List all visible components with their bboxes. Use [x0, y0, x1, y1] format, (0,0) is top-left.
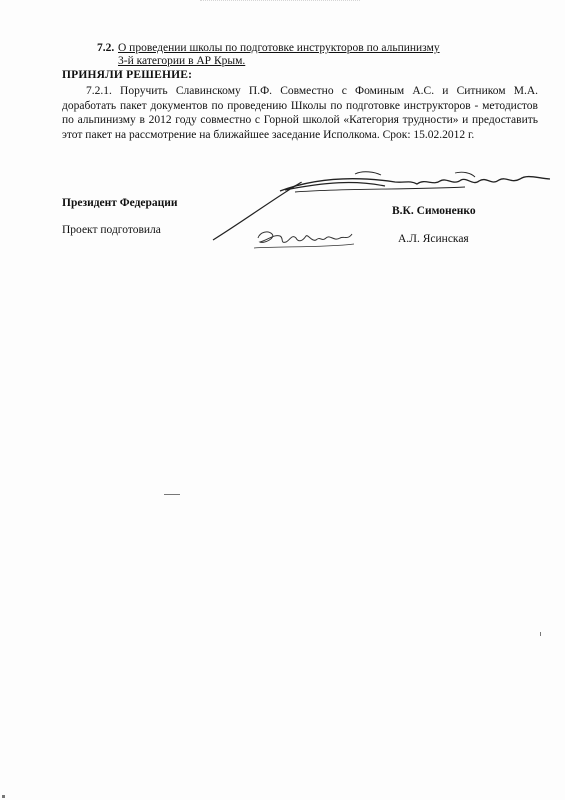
section-title-line1: О проведении школы по подготовке инструкторов по альпинизму — [118, 42, 440, 54]
decision-heading: ПРИНЯЛИ РЕШЕНИЕ: — [62, 69, 193, 81]
scan-speck — [2, 795, 5, 798]
decision-text: 7.2.1. Поручить Славинскому П.Ф. Совместно с Фоминым А.С. и Ситником М.А. доработать пакет документов по проведению Школы по подготовке инструкторов - методистов по альпинизму в 2012 году совместно с Горной школой «Категория трудности» и предоставить этот пакет на рассмотрение на ближайшее заседание Исполкома. Срок: 15.02.2012 г. — [62, 85, 538, 141]
president-name: В.К. Симоненко — [392, 205, 476, 217]
prepared-title: Проект подготовила — [62, 224, 161, 236]
scan-artifact — [200, 0, 360, 5]
preparer-signature — [250, 218, 360, 258]
president-title: Президент Федерации — [62, 197, 178, 209]
scan-speck — [540, 632, 541, 636]
scan-speck — [164, 494, 180, 495]
section-number: 7.2. — [97, 42, 115, 54]
section-title-line2: 3-й категории в АР Крым. — [118, 55, 246, 67]
prepared-name: А.Л. Ясинская — [398, 233, 469, 245]
